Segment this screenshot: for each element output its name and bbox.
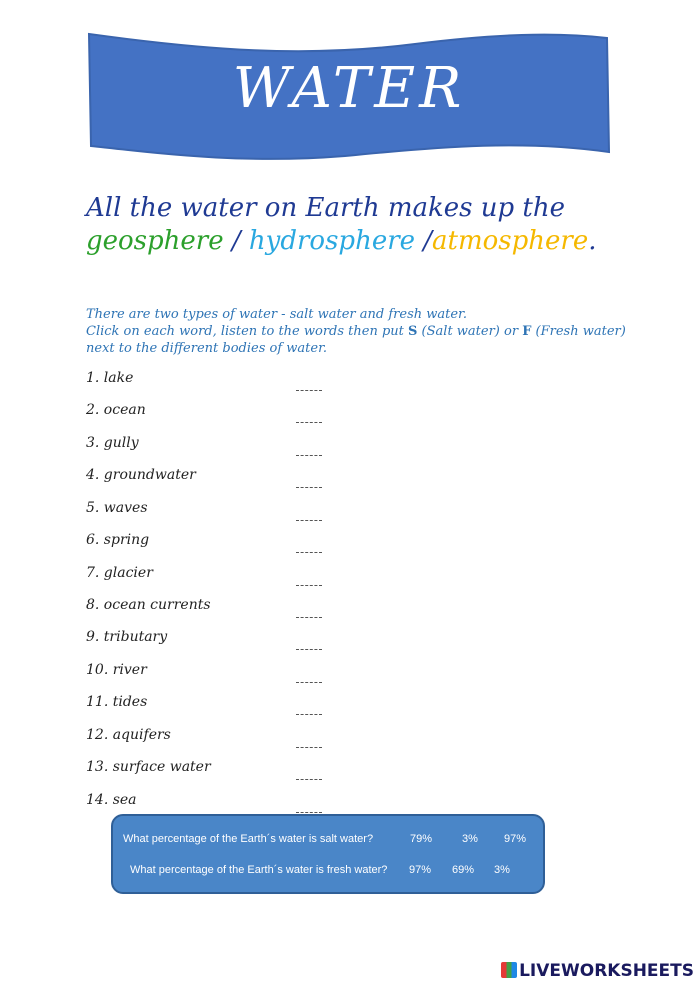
list-item[interactable] xyxy=(86,565,386,585)
item-label[interactable]: 8. ocean currents xyxy=(86,597,211,613)
item-label[interactable]: 1. lake xyxy=(86,370,134,386)
quiz-row-fresh xyxy=(130,861,540,879)
answer-field[interactable] xyxy=(296,467,322,488)
answer-field[interactable] xyxy=(296,370,322,391)
page-title: WATER xyxy=(232,56,466,121)
quiz-option[interactable]: 69% xyxy=(452,864,475,876)
option-atmosphere[interactable]: atmosphere xyxy=(432,226,589,256)
item-label[interactable]: 5. waves xyxy=(86,500,148,516)
quiz-option[interactable]: 97% xyxy=(409,864,432,876)
quiz-option[interactable]: 3% xyxy=(462,833,478,845)
quiz-question-salt: What percentage of the Earth´s water is salt water? xyxy=(123,833,374,845)
answer-field[interactable] xyxy=(296,435,322,456)
quiz-option[interactable]: 79% xyxy=(410,833,433,845)
quiz-question-fresh: What percentage of the Earth´s water is fresh water? xyxy=(130,864,388,876)
instructions-line-2c: (Fresh water) next to the different bodies of water. xyxy=(86,324,626,356)
answer-field[interactable] xyxy=(296,694,322,715)
list-item[interactable] xyxy=(86,759,386,779)
list-item[interactable] xyxy=(86,402,386,422)
liveworksheets-logo-icon xyxy=(501,962,517,978)
option-separator: / xyxy=(223,226,249,256)
item-label[interactable]: 12. aquifers xyxy=(86,727,171,743)
item-label[interactable]: 13. surface water xyxy=(86,759,211,775)
instructions xyxy=(86,306,646,357)
instructions-line-2a: Click on each word, listen to the words then put xyxy=(86,324,409,339)
item-label[interactable]: 7. glacier xyxy=(86,565,153,581)
fresh-symbol: F xyxy=(522,324,532,339)
quiz-row-salt xyxy=(123,830,533,848)
item-label[interactable]: 3. gully xyxy=(86,435,139,451)
brand-name: LIVEWORKSHEETS xyxy=(519,961,694,981)
list-item[interactable] xyxy=(86,662,386,682)
answer-field[interactable] xyxy=(296,727,322,748)
item-label[interactable]: 9. tributary xyxy=(86,629,168,645)
answer-field[interactable] xyxy=(296,597,322,618)
salt-symbol: S xyxy=(408,324,418,339)
item-label[interactable]: 11. tides xyxy=(86,694,148,710)
item-label[interactable]: 2. ocean xyxy=(86,402,146,418)
instructions-line-1: There are two types of water - salt water and fresh water. xyxy=(86,307,467,322)
list-item[interactable] xyxy=(86,467,386,487)
item-label[interactable]: 6. spring xyxy=(86,532,150,548)
list-item[interactable] xyxy=(86,597,386,617)
option-hydrosphere[interactable]: hydrosphere xyxy=(248,226,416,256)
list-item[interactable] xyxy=(86,629,386,649)
list-item[interactable] xyxy=(86,727,386,747)
headline-text: All the water on Earth makes up the xyxy=(86,193,565,223)
list-item[interactable] xyxy=(86,435,386,455)
list-item[interactable] xyxy=(86,370,386,390)
answer-field[interactable] xyxy=(296,629,322,650)
item-label[interactable]: 14. sea xyxy=(86,792,137,808)
item-label[interactable]: 4. groundwater xyxy=(86,467,196,483)
headline-end: . xyxy=(588,226,597,256)
answer-field[interactable] xyxy=(296,402,322,423)
list-item[interactable] xyxy=(86,532,386,552)
headline-question xyxy=(86,192,686,258)
answer-field[interactable] xyxy=(296,532,322,553)
answer-field[interactable] xyxy=(296,792,322,813)
quiz-option[interactable]: 97% xyxy=(504,833,527,845)
quiz-option[interactable]: 3% xyxy=(494,864,510,876)
answer-field[interactable] xyxy=(296,565,322,586)
option-geosphere[interactable]: geosphere xyxy=(86,226,224,256)
list-item[interactable] xyxy=(86,792,386,812)
answer-field[interactable] xyxy=(296,759,322,780)
item-label[interactable]: 10. river xyxy=(86,662,147,678)
liveworksheets-logo[interactable] xyxy=(501,961,694,983)
answer-field[interactable] xyxy=(296,662,322,683)
instructions-line-2b: (Salt water) or xyxy=(417,324,523,339)
title-banner xyxy=(85,28,613,160)
list-item[interactable] xyxy=(86,500,386,520)
list-item[interactable] xyxy=(86,694,386,714)
percentage-quiz-box xyxy=(111,814,545,894)
option-separator: / xyxy=(415,226,433,256)
answer-field[interactable] xyxy=(296,500,322,521)
